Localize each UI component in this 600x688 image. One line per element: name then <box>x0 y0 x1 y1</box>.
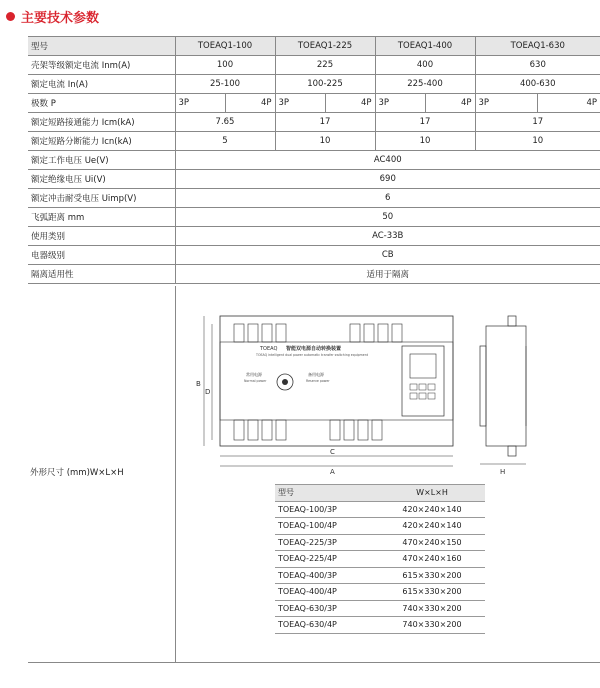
row-label: 额定短路分断能力 Icn(kA) <box>28 132 175 151</box>
table-row <box>275 617 485 634</box>
table-row <box>275 501 485 518</box>
outline-drawing <box>190 306 530 476</box>
cell-value: 17 <box>375 113 475 132</box>
dim-a-label: A <box>330 468 335 476</box>
size-cell: 740×330×200 <box>379 600 485 617</box>
cell-value: AC-33B <box>175 227 600 246</box>
cell-value: 17 <box>475 113 600 132</box>
bottom-terminals <box>234 420 382 440</box>
spec-row <box>28 265 600 284</box>
dimension-header-row <box>275 485 485 502</box>
size-cell: 420×240×140 <box>379 518 485 535</box>
spec-row <box>28 227 600 246</box>
controller-module <box>402 346 444 416</box>
model-cell: TOEAQ-100/3P <box>275 501 379 518</box>
model-cell: TOEAQ-630/4P <box>275 617 379 634</box>
row-label: 隔离适用性 <box>28 265 175 284</box>
column-divider <box>175 286 176 662</box>
table-row <box>275 534 485 551</box>
reserve-power-label: 备用电源 <box>308 372 324 377</box>
model-name: TOEAQ1-630 <box>475 37 600 56</box>
dimension-col-model: 型号 <box>275 485 379 502</box>
cell-value: CB <box>175 246 600 265</box>
spec-row <box>28 170 600 189</box>
dimension-table <box>275 484 485 634</box>
spec-row <box>28 94 600 113</box>
table-row <box>275 567 485 584</box>
cell-value: 10 <box>475 132 600 151</box>
cell-value: 4P <box>537 94 600 113</box>
model-name: TOEAQ1-400 <box>375 37 475 56</box>
row-label: 使用类别 <box>28 227 175 246</box>
model-cell: TOEAQ-400/4P <box>275 584 379 601</box>
model-name: TOEAQ1-225 <box>275 37 375 56</box>
brand-text: TOEAQ <box>260 346 278 352</box>
row-label: 电器级别 <box>28 246 175 265</box>
spec-row <box>28 189 600 208</box>
cell-value: AC400 <box>175 151 600 170</box>
spec-header-row <box>28 37 600 56</box>
size-cell: 615×330×200 <box>379 584 485 601</box>
row-label: 极数 P <box>28 94 175 113</box>
table-row <box>275 551 485 568</box>
section-title-text: 主要技术参数 <box>21 10 100 26</box>
cell-value: 225 <box>275 56 375 75</box>
size-cell: 420×240×140 <box>379 501 485 518</box>
model-name: TOEAQ1-100 <box>175 37 275 56</box>
section-title <box>6 6 99 26</box>
row-label: 额定冲击耐受电压 Uimp(V) <box>28 189 175 208</box>
size-cell: 740×330×200 <box>379 617 485 634</box>
cell-value: 50 <box>175 208 600 227</box>
model-cell: TOEAQ-225/4P <box>275 551 379 568</box>
dim-d-label: D <box>205 388 211 396</box>
row-label: 额定工作电压 Ue(V) <box>28 151 175 170</box>
top-terminals <box>234 324 402 342</box>
cell-value: 17 <box>275 113 375 132</box>
cell-value: 4P <box>225 94 275 113</box>
cell-value: 10 <box>275 132 375 151</box>
cell-value: 10 <box>375 132 475 151</box>
controller-display <box>410 354 436 378</box>
model-label: 型号 <box>28 37 175 56</box>
spec-row <box>28 113 600 132</box>
cell-value: 4P <box>325 94 375 113</box>
cell-value: 4P <box>425 94 475 113</box>
dimension-lines <box>204 316 526 466</box>
spec-row <box>28 208 600 227</box>
size-cell: 470×240×160 <box>379 551 485 568</box>
dimension-label: 外形尺寸 (mm)W×L×H <box>30 468 124 478</box>
table-row <box>275 584 485 601</box>
table-row <box>275 518 485 535</box>
row-label: 额定短路接通能力 Icm(kA) <box>28 113 175 132</box>
cell-value: 适用于隔离 <box>175 265 600 284</box>
cell-value: 7.65 <box>175 113 275 132</box>
model-cell: TOEAQ-225/3P <box>275 534 379 551</box>
reserve-power-sub: Reserve power <box>306 379 330 383</box>
cell-value: 3P <box>275 94 325 113</box>
cell-value: 3P <box>475 94 537 113</box>
spec-table <box>28 36 600 284</box>
dimension-col-size: W×L×H <box>379 485 485 502</box>
cell-value: 690 <box>175 170 600 189</box>
dim-b-label: B <box>196 380 201 388</box>
spec-row <box>28 132 600 151</box>
row-label: 额定电流 In(A) <box>28 75 175 94</box>
device-subtitle-text: TOEAQ intelligent dual power automatic transfer switching equipment <box>256 353 369 357</box>
row-label: 飞弧距离 mm <box>28 208 175 227</box>
model-cell: TOEAQ-100/4P <box>275 518 379 535</box>
size-cell: 615×330×200 <box>379 567 485 584</box>
spec-row <box>28 151 600 170</box>
normal-power-label: 常用电源 <box>246 372 262 377</box>
device-name-text: 智能双电源自动转换装置 <box>286 346 342 352</box>
cell-value: 3P <box>175 94 225 113</box>
model-cell: TOEAQ-630/3P <box>275 600 379 617</box>
dim-c-label: C <box>330 448 335 456</box>
cell-value: 6 <box>175 189 600 208</box>
cell-value: 225-400 <box>375 75 475 94</box>
spec-row <box>28 56 600 75</box>
table-row <box>275 600 485 617</box>
normal-power-sub: Normal power <box>244 379 267 383</box>
row-label: 额定绝缘电压 Ui(V) <box>28 170 175 189</box>
cell-value: 400 <box>375 56 475 75</box>
cell-value: 400-630 <box>475 75 600 94</box>
controller-buttons <box>410 384 435 399</box>
cell-value: 630 <box>475 56 600 75</box>
size-cell: 470×240×150 <box>379 534 485 551</box>
cell-value: 100-225 <box>275 75 375 94</box>
side-view <box>480 316 526 456</box>
bullet-dot-icon <box>6 12 15 21</box>
cell-value: 3P <box>375 94 425 113</box>
model-cell: TOEAQ-400/3P <box>275 567 379 584</box>
cell-value: 100 <box>175 56 275 75</box>
spec-row <box>28 75 600 94</box>
dim-h-label: H <box>500 468 506 476</box>
cell-value: 25-100 <box>175 75 275 94</box>
row-label: 壳架等级额定电流 Inm(A) <box>28 56 175 75</box>
cell-value: 5 <box>175 132 275 151</box>
spec-row <box>28 246 600 265</box>
